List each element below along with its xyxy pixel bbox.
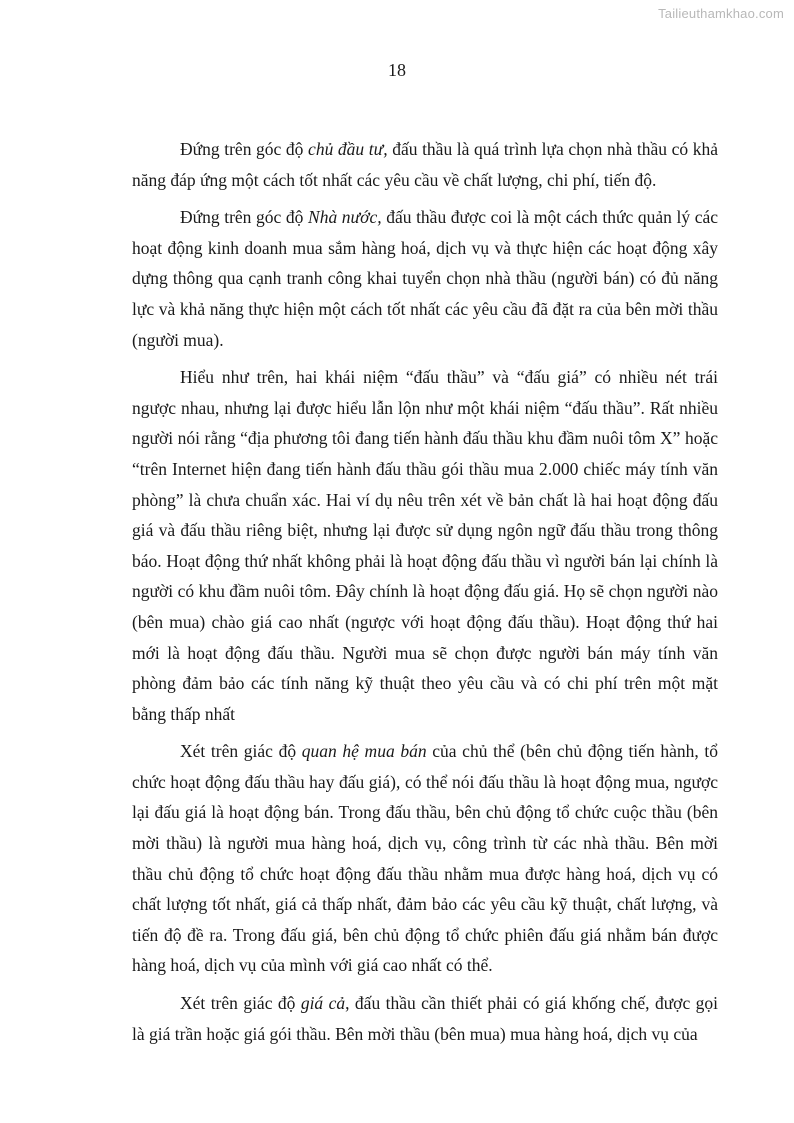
paragraph-text: Đứng trên góc độ <box>180 207 309 228</box>
paragraph-trade-relation <box>132 736 718 981</box>
paragraph-text: , đấu thầu cần thiết phải có giá khống chế, được gọi là giá trần hoặc giá gói thầu. Bên mời thầu (bên mua) mua hàng hoá, dịch vụ của <box>132 993 718 1044</box>
paragraph-text: Đứng trên góc độ <box>180 139 309 159</box>
document-body <box>132 134 718 1056</box>
emphasis-text: giá cả <box>300 993 346 1014</box>
emphasis-text: quan hệ mua bán <box>301 741 427 762</box>
paragraph-bidding-vs-auction <box>132 362 718 729</box>
emphasis-text: Nhà nước, <box>308 207 382 228</box>
paragraph-text: đấu thầu được coi là một cách thức quản lý các hoạt động kinh doanh mua sắm hàng hoá, dịch vụ và thực hiện các hoạt động xây dựng thông qua cạnh tranh công khai tuyển chọn nhà thầu (người bán) có đủ năng lực và khả năng thực hiện một cách tốt nhất các yêu cầu đã đặt ra của bên mời thầu (người mua). <box>132 207 718 350</box>
paragraph-text: Xét trên giác độ <box>180 741 302 762</box>
paragraph-price-perspective <box>132 988 718 1049</box>
paragraph-text: của chủ thể (bên chủ động tiến hành, tổ chức hoạt động đấu thầu hay đấu giá), có thể nói đấu thầu là hoạt động mua, ngược lại đấu giá là hoạt động bán. Trong đấu thầu, bên chủ động tổ chức cuộc thầu (bên mời thầu) là người mua hàng hoá, dịch vụ, công trình từ các nhà thầu. Bên mời thầu chủ động tổ chức hoạt động đấu thầu nhằm mua được hàng hoá, dịch vụ có chất lượng tốt nhất, giá cả thấp nhất, đảm bảo các yêu cầu kỹ thuật, chất lượng, và tiến độ đề ra. Trong đấu giá, bên chủ động tổ chức phiên đấu giá nhằm bán được hàng hoá, dịch vụ của mình với giá cao nhất có thể. <box>132 741 718 976</box>
paragraph-state-perspective <box>132 202 718 355</box>
page-number: 18 <box>388 60 406 80</box>
paragraph-investor-perspective <box>132 134 718 195</box>
emphasis-text: chủ đầu tư, <box>308 139 388 159</box>
paragraph-text: Xét trên giác độ <box>180 993 301 1014</box>
paragraph-text: đấu thầu là quá trình lựa chọn nhà thầu có khả năng đáp ứng một cách tốt nhất các yêu cầu về chất lượng, chi phí, tiến độ. <box>132 139 718 190</box>
watermark: Tailieuthamkhao.com <box>658 6 784 21</box>
paragraph-text: Hiểu như trên, hai khái niệm “đấu thầu” và “đấu giá” có nhiều nét trái ngược nhau, nhưng lại được hiểu lẫn lộn như một khái niệm “đấu thầu”. Rất nhiều người nói rằng “địa phương tôi đang tiến hành đấu thầu khu đầm nuôi tôm X” hoặc “trên Internet hiện đang tiến hành đấu thầu gói thầu mua 2.000 chiếc máy tính văn phòng” là chưa chuẩn xác. Hai ví dụ nêu trên xét về bản chất là hai hoạt động đấu giá và đấu thầu riêng biệt, nhưng lại được sử dụng ngôn ngữ đấu thầu trong thông báo. Hoạt động thứ nhất không phải là hoạt động đấu thầu vì người bán lại chính là người có khu đầm nuôi tôm. Đây chính là hoạt động đấu giá. Họ sẽ chọn người nào (bên mua) chào giá cao nhất (ngược với hoạt động đấu thầu). Hoạt động thứ hai mới là hoạt động đấu thầu. Người mua sẽ chọn được người bán máy tính văn phòng đảm bảo các tính năng kỹ thuật theo yêu cầu và có chi phí trên một mặt bằng thấp nhất <box>132 367 718 724</box>
